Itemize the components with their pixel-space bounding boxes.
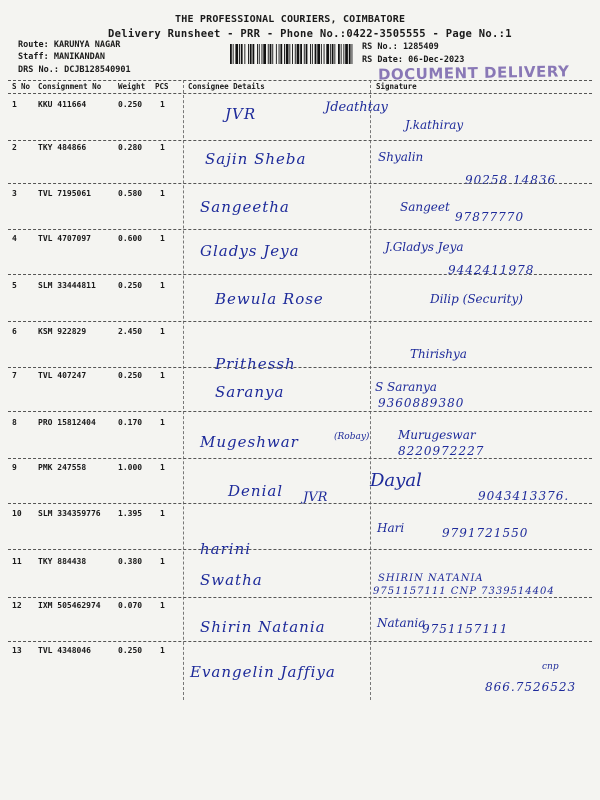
row-consignment-no: SLM 33444811: [38, 281, 96, 290]
signature-handwritten: cnp: [542, 662, 559, 672]
consignee-handwritten-name: harini: [200, 540, 252, 558]
column-divider: [370, 80, 371, 700]
phone-handwritten: 97877770: [455, 210, 525, 224]
row-pcs: 1: [160, 601, 165, 610]
row-sno: 9: [12, 463, 17, 472]
row-weight: 0.250: [118, 371, 143, 380]
row-weight: 0.600: [118, 234, 143, 243]
column-divider: [183, 80, 184, 700]
row-pcs: 1: [160, 189, 165, 198]
company-title: THE PROFESSIONAL COURIERS, COIMBATORE: [175, 14, 406, 25]
row-weight: 2.450: [118, 327, 143, 336]
row-sno: 5: [12, 281, 17, 290]
row-pcs: 1: [160, 327, 165, 336]
signature-handwritten: Murugeswar: [398, 428, 476, 442]
rs-no-value: 1285409: [402, 42, 439, 52]
runsheet-subtitle: Delivery Runsheet - PRR - Phone No.:0422-3505555 - Page No.:1: [108, 28, 512, 40]
consignee-handwritten-name: JVR: [225, 105, 257, 123]
phone-handwritten: 8220972227: [398, 444, 485, 458]
signature-handwritten: SHIRIN NATANIA: [378, 573, 484, 584]
row-consignment-no: KKU 411664: [38, 100, 87, 109]
rs-date-label: RS Date:: [362, 55, 403, 65]
row-sno: 6: [12, 327, 17, 336]
row-weight: 0.250: [118, 646, 143, 655]
row-weight: 1.000: [118, 463, 143, 472]
row-pcs: 1: [160, 100, 165, 109]
row-sno: 13: [12, 646, 22, 655]
row-pcs: 1: [160, 509, 165, 518]
consignee-handwritten-name: Denial: [228, 482, 284, 500]
col-sno: S No: [12, 82, 31, 91]
row-weight: 0.250: [118, 100, 143, 109]
route-line: [18, 40, 120, 50]
row-divider: [8, 503, 592, 504]
row-pcs: 1: [160, 557, 165, 566]
signature-handwritten: Thirishya: [410, 347, 467, 361]
row-consignment-no: KSM 922829: [38, 327, 87, 336]
signature-handwritten: J.kathiray: [405, 118, 464, 132]
signature-handwritten: S Saranya: [375, 380, 437, 394]
col-pcs: PCS: [155, 82, 169, 91]
rs-no-line: [362, 42, 439, 52]
row-pcs: 1: [160, 371, 165, 380]
consignee-handwritten-name: Swatha: [200, 571, 263, 589]
drs-label: DRS No.:: [18, 65, 59, 75]
col-consignee: Consignee Details: [188, 82, 265, 91]
rs-date-value: 06-Dec-2023: [408, 55, 465, 65]
row-sno: 10: [12, 509, 22, 518]
row-sno: 8: [12, 418, 17, 427]
row-sno: 12: [12, 601, 22, 610]
row-sno: 11: [12, 557, 22, 566]
phone-handwritten: 866.7526523: [485, 680, 577, 694]
consignee-handwritten-note: (Robay): [334, 432, 370, 442]
header-top-rule: [8, 80, 592, 81]
row-divider: [8, 274, 592, 275]
signature-handwritten: Dayal: [370, 470, 422, 491]
row-consignment-no: PMK 247558: [38, 463, 87, 472]
signature-handwritten: J.Gladys Jeya: [385, 240, 464, 254]
consignee-handwritten-name: Sangeetha: [200, 198, 290, 216]
row-weight: 0.280: [118, 143, 143, 152]
staff-line: [18, 52, 105, 62]
col-weight: Weight: [118, 82, 146, 91]
row-weight: 0.070: [118, 601, 143, 610]
consignee-handwritten-note: Jdeathtay: [325, 100, 388, 115]
phone-handwritten: 90258 14836: [465, 173, 557, 187]
row-weight: 0.580: [118, 189, 143, 198]
row-consignment-no: IXM 505462974: [38, 601, 101, 610]
col-consignment: Consignment No: [38, 82, 102, 91]
row-divider: [8, 367, 592, 368]
row-consignment-no: TKY 884438: [38, 557, 87, 566]
staff-label: Staff:: [18, 52, 49, 62]
signature-handwritten: Shyalin: [378, 150, 424, 164]
row-sno: 3: [12, 189, 17, 198]
consignee-handwritten-name: Saranya: [215, 383, 285, 401]
signature-handwritten: Sangeet: [400, 200, 450, 214]
row-divider: [8, 549, 592, 550]
row-consignment-no: SLM 334359776: [38, 509, 101, 518]
consignee-handwritten-name: Prithessh: [215, 355, 296, 373]
phone-handwritten: 9791721550: [442, 526, 529, 540]
consignee-handwritten-name: Bewula Rose: [215, 290, 324, 308]
row-divider: [8, 411, 592, 412]
row-pcs: 1: [160, 234, 165, 243]
col-signature: Signature: [376, 82, 417, 91]
row-pcs: 1: [160, 463, 165, 472]
row-sno: 7: [12, 371, 17, 380]
route-value: KARUNYA NAGAR: [53, 40, 121, 50]
row-consignment-no: TVL 7195061: [38, 189, 91, 198]
document-delivery-stamp: DOCUMENT DELIVERY: [377, 62, 570, 84]
phone-handwritten: 9360889380: [378, 396, 465, 410]
signature-handwritten: Natania: [377, 616, 426, 630]
row-consignment-no: TVL 4348046: [38, 646, 91, 655]
phone-handwritten: 9751157111 CNP 7339514404: [373, 586, 555, 597]
row-pcs: 1: [160, 143, 165, 152]
row-pcs: 1: [160, 281, 165, 290]
barcode-image: [230, 44, 355, 64]
row-divider: [8, 140, 592, 141]
row-pcs: 1: [160, 646, 165, 655]
phone-handwritten: 9442411978: [448, 263, 535, 277]
row-divider: [8, 229, 592, 230]
signature-handwritten: Hari: [377, 521, 405, 535]
row-pcs: 1: [160, 418, 165, 427]
row-divider: [8, 641, 592, 642]
row-consignment-no: PRO 15812404: [38, 418, 96, 427]
consignee-handwritten-name: Evangelin Jaffiya: [190, 663, 336, 681]
consignee-handwritten-note: JVR: [303, 490, 328, 505]
row-divider: [8, 183, 592, 184]
drs-value: DCJB128540901: [64, 65, 131, 75]
route-label: Route:: [18, 40, 49, 50]
row-weight: 1.395: [118, 509, 143, 518]
drs-line: [18, 65, 131, 75]
row-divider: [8, 597, 592, 598]
rs-no-label: RS No.:: [362, 42, 398, 52]
row-consignment-no: TKY 484866: [38, 143, 87, 152]
consignee-handwritten-name: Sajin Sheba: [205, 150, 307, 168]
row-sno: 2: [12, 143, 17, 152]
consignee-handwritten-name: Mugeshwar: [200, 433, 299, 451]
row-divider: [8, 321, 592, 322]
consignee-handwritten-name: Shirin Natania: [200, 618, 326, 636]
row-divider: [8, 458, 592, 459]
row-sno: 1: [12, 100, 17, 109]
header-bottom-rule: [8, 93, 592, 94]
row-weight: 0.170: [118, 418, 143, 427]
row-consignment-no: TVL 4707097: [38, 234, 91, 243]
signature-handwritten: Dilip (Security): [430, 292, 523, 306]
consignee-handwritten-name: Gladys Jeya: [200, 242, 300, 260]
row-consignment-no: TVL 407247: [38, 371, 87, 380]
row-weight: 0.380: [118, 557, 143, 566]
row-weight: 0.250: [118, 281, 143, 290]
staff-value: MANIKANDAN: [53, 52, 106, 62]
row-sno: 4: [12, 234, 17, 243]
phone-handwritten: 9043413376.: [478, 489, 570, 503]
phone-handwritten: 9751157111: [422, 622, 509, 636]
